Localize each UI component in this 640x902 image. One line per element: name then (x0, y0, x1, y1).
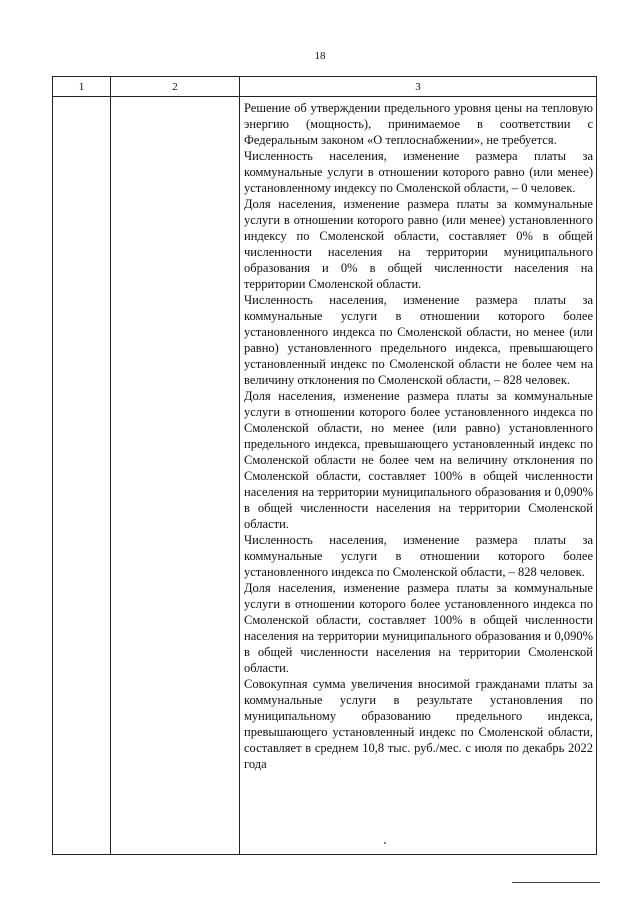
paragraph-share-within-deviation: Доля населения, изменение размера платы за коммунальные услуги в отношении которого более установленного индекса по Смоленской области, но менее (или равно) установленного предельного индекса, превышающего установленный индекс по Смоленской области не более чем на величину отклонения по Смоленской области, составляет 100% в общей численности населения на территории муниципального образования и 0,090% в общей численности населения на территории Смоленской области. (244, 389, 593, 531)
cell-col-3 (240, 97, 597, 855)
column-header-2: 2 (111, 77, 240, 97)
column-header-3: 3 (240, 77, 597, 97)
paragraph-population-within-deviation: Численность населения, изменение размера платы за коммунальные услуги в отношении которого более установленного индекса по Смоленской области, но менее (или равно) установленного предельного индекса, превышающего установленный индекс по Смоленской области не более чем на величину отклонения по Смоленской области, – 828 человек. (244, 293, 593, 387)
paragraph-total-payment-increase: Совокупная сумма увеличения вносимой гражданами платы за коммунальные услуги в результате установления по муниципальному образованию предельного индекса, превышающего установленный индекс по Смоленской области, составляет в среднем 10,8 тыс. руб./мес. с июля по декабрь 2022 года (244, 677, 593, 771)
table-row (53, 97, 597, 855)
paragraph-population-above-index: Численность населения, изменение размера платы за коммунальные услуги в отношении которого более установленного индекса по Смоленской области, – 828 человек. (244, 533, 593, 579)
paragraph-population-equal-index: Численность населения, изменение размера платы за коммунальные услуги в отношении которого равно (или менее) установленному индексу по Смоленской области, – 0 человек. (244, 149, 593, 195)
document-table (52, 76, 597, 855)
paragraph-price-limit-decision: Решение об утверждении предельного уровня цены на тепловую энергию (мощность), принимаемое в соответствии с Федеральным законом «О теплоснабжении», не требуется. (244, 101, 593, 147)
scan-mark (384, 842, 386, 844)
footer-rule (512, 882, 600, 883)
column-header-1: 1 (53, 77, 111, 97)
table-header-row (53, 77, 597, 97)
cell-col-1 (53, 97, 111, 855)
cell-col-2 (111, 97, 240, 855)
paragraph-share-equal-index: Доля населения, изменение размера платы за коммунальные услуги в отношении которого равно (или менее) установленного индексу по Смоленской области, составляет 0% в общей численности населения на территории муниципального образования и 0% в общей численности населения на территории Смоленской области. (244, 197, 593, 291)
page-number: 18 (314, 50, 326, 62)
paragraph-share-above-index: Доля населения, изменение размера платы за коммунальные услуги в отношении которого более установленного индекса по Смоленской области, составляет 100% в общей численности населения на территории муниципального образования и 0,090% в общей численности населения на территории Смоленской области. (244, 581, 593, 675)
